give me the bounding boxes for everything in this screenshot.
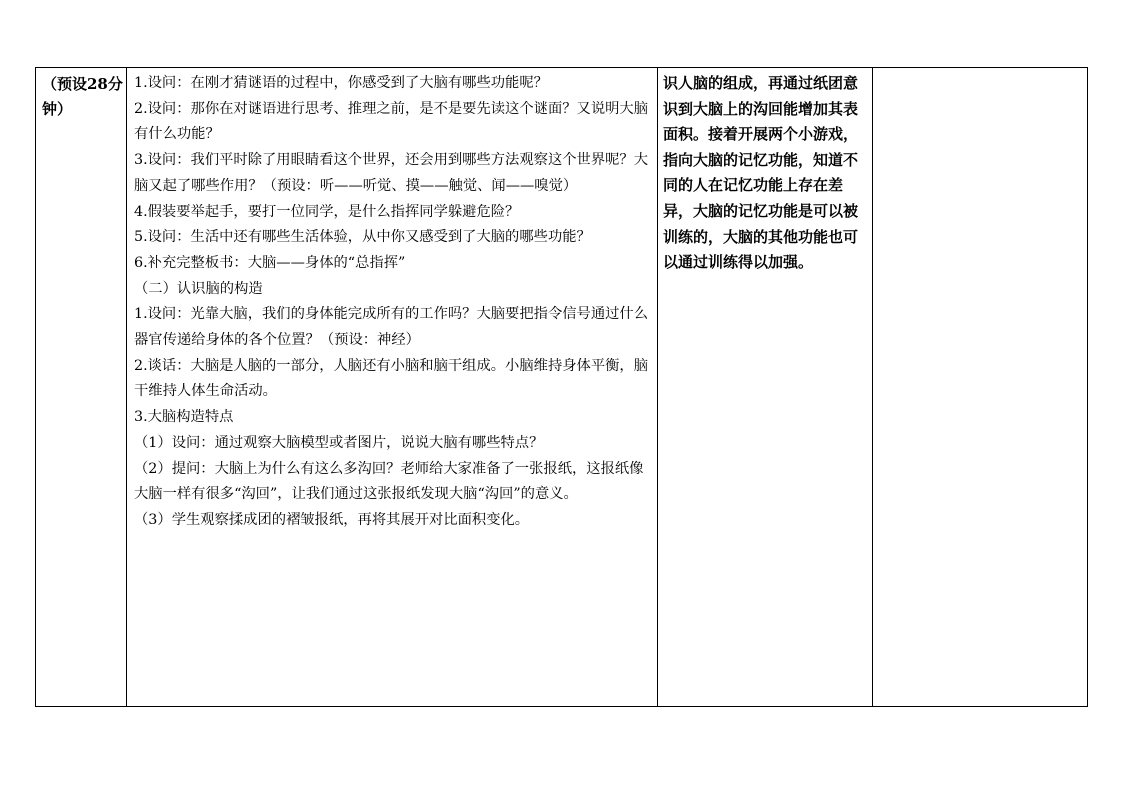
process-line: （3）学生观察揉成团的褶皱报纸，再将其展开对比面积变化。: [134, 511, 530, 528]
time-estimate-text: （预设28分钟）: [42, 75, 123, 118]
section-heading: （二）认识脑的构造: [134, 280, 263, 297]
process-line: 1.设问：在刚才猜谜语的过程中，你感受到了大脑有哪些功能呢？: [134, 75, 548, 91]
lesson-plan-table: [35, 67, 1088, 707]
process-line: 1.设问：光靠大脑，我们的身体能完成所有的工作吗？大脑要把指令信号通过什么器官传递给身体的各个位置？（预设：神经）: [134, 306, 649, 349]
teaching-process-cell: [127, 68, 658, 707]
process-line: （1）设问：通过观察大脑模型或者图片，说说大脑有哪些特点？: [134, 434, 544, 451]
process-line: 4.假装要举起手，要打一位同学，是什么指挥同学躲避危险？: [134, 203, 520, 220]
process-line: 3.大脑构造特点: [134, 409, 234, 426]
process-line: 2.谈话：大脑是人脑的一部分，人脑还有小脑和脑干组成。小脑维持身体平衡，脑干维持人体生命活动。: [134, 357, 649, 400]
time-estimate-cell: [36, 68, 127, 707]
process-line: 5.设问：生活中还有哪些生活体验，从中你又感受到了大脑的哪些功能？: [134, 229, 591, 246]
process-line: 2.设问：那你在对谜语进行思考、推理之前，是不是要先读这个谜面？又说明大脑有什么功能？: [134, 100, 649, 143]
process-line: （2）提问：大脑上为什么有这么多沟回？老师给大家准备了一张报纸，这报纸像大脑一样有很多“沟回”，让我们通过这张报纸发现大脑“沟回”的意义。: [134, 460, 644, 503]
process-line: 3.设问：我们平时除了用眼睛看这个世界，还会用到哪些方法观察这个世界呢？大脑又起了哪些作用？（预设：听——听觉、摸——触觉、闻——嗅觉）: [134, 152, 649, 194]
process-line: 6.补充完整板书：大脑——身体的“总指挥”: [134, 254, 406, 271]
design-intent-cell: [658, 68, 873, 707]
notes-cell: [873, 68, 1088, 707]
design-intent-text: 识人脑的组成，再通过纸团意识到大脑上的沟回能增加其表面积。接着开展两个小游戏，指向大脑的记忆功能，知道不同的人在记忆功能上存在差异，大脑的记忆功能是可以被训练的，大脑的其他功能也可以通过训练得以加强。: [663, 74, 859, 272]
table-row: [36, 68, 1088, 707]
